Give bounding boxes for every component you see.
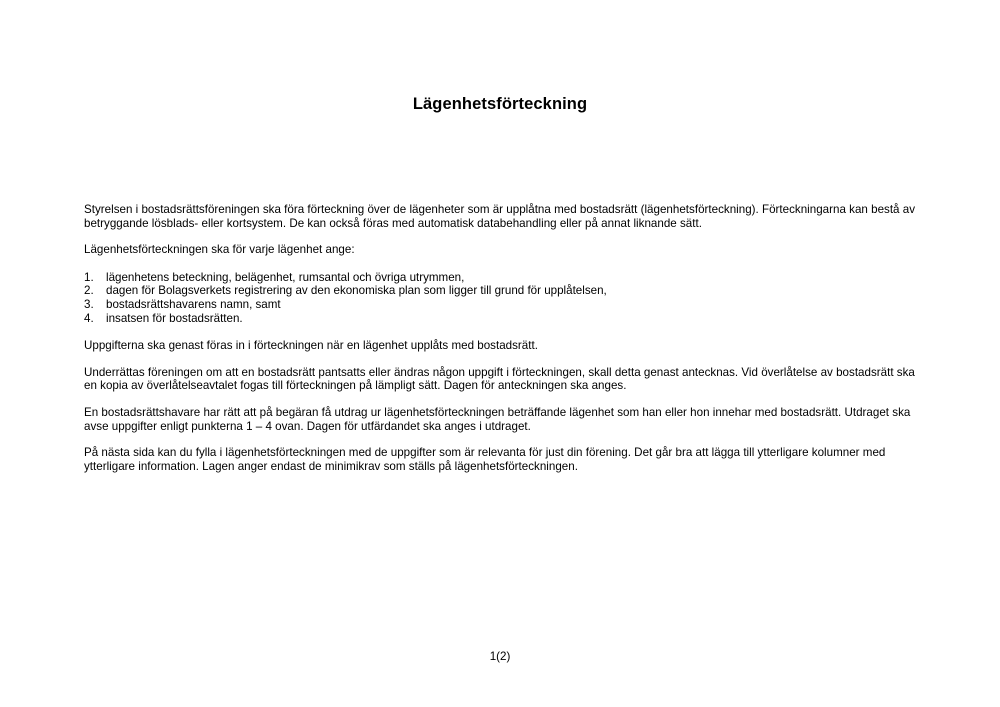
paragraph-notice: Underrättas föreningen om att en bostadsrätt pantsatts eller ändras någon uppgift i förteckningen, skall detta genast antecknas. Vid överlåtelse av bostadsrätt ska en kopia av överlåtelseavtalet fogas till förteckningen på lämpligt sätt. Dagen för anteckningen ska anges. xyxy=(84,365,915,393)
list-item-label: dagen för Bolagsverkets registrering av den ekonomiska plan som ligger till grund för upplåtelsen, xyxy=(106,284,607,298)
paragraph-intro: Styrelsen i bostadsrättsföreningen ska föra förteckning över de lägenheter som är upplåtna med bostadsrätt (lägenhetsförteckning). Förteckningarna kan bestå av betryggande lösblads- eller kortsystem. De kan också föras med automatisk databehandling eller på annat liknande sätt. xyxy=(84,203,916,230)
paragraph-next-page: På nästa sida kan du fylla i lägenhetsförteckningen med de uppgifter som är relevanta för just din förening. Det går bra att lägga till ytterligare kolumner med ytterligare information. Lagen anger endast de minimikrav som ställs på lägenhetsförteckningen. xyxy=(84,446,886,473)
list-item-marker: 4. xyxy=(84,311,94,325)
paragraph-extract: En bostadsrättshavare har rätt att på begäran få utdrag ur lägenhetsförteckningen beträffande lägenhet som han eller hon innehar med bostadsrätt. Utdraget ska avse uppgifter enligt punkterna 1 – 4 ovan. Dagen för utfärdandet ska anges i utdraget. xyxy=(84,405,911,433)
list-item-label: lägenhetens beteckning, belägenhet, rumsantal och övriga utrymmen, xyxy=(106,270,465,284)
requirements-list xyxy=(84,271,918,325)
list-item-marker: 1. xyxy=(84,270,94,284)
paragraph-list-lead: Lägenhetsförteckningen ska för varje lägenhet ange: xyxy=(84,243,355,257)
paragraph-entry: Uppgifterna ska genast föras in i förteckningen när en lägenhet upplåts med bostadsrätt. xyxy=(84,339,538,353)
list-item xyxy=(84,298,918,312)
list-item-marker: 2. xyxy=(84,284,94,298)
page-title: Lägenhetsförteckning xyxy=(412,95,588,114)
list-item-marker: 3. xyxy=(84,297,94,311)
list-item-label: bostadsrättshavarens namn, samt xyxy=(106,297,281,311)
list-item-label: insatsen för bostadsrätten. xyxy=(106,311,243,325)
list-item xyxy=(84,312,918,326)
document-body xyxy=(84,203,918,486)
list-item xyxy=(84,271,918,285)
page-number-footer: 1(2) xyxy=(489,650,511,663)
list-item xyxy=(84,284,918,298)
